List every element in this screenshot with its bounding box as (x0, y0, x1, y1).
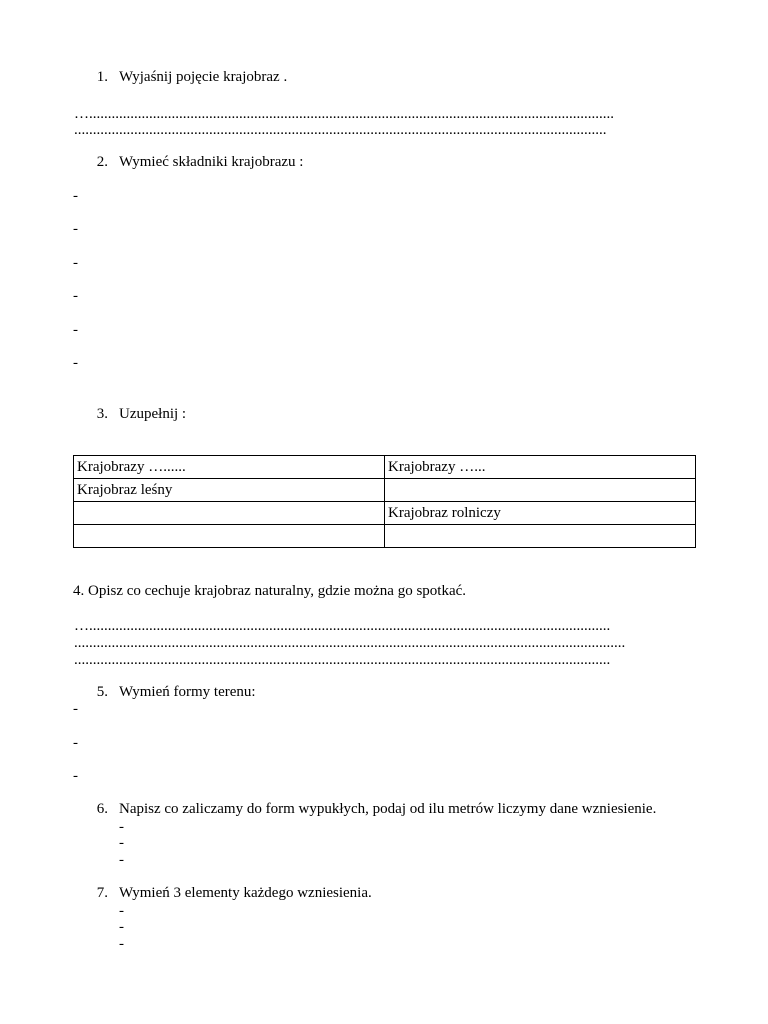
dash-item: - (73, 221, 78, 237)
question-5-text: Wymień formy terenu: (119, 684, 256, 700)
question-5-number: 5. (96, 684, 108, 700)
dash-item: - (119, 919, 124, 935)
dash-item: - (73, 255, 78, 271)
table-cell: Krajobraz rolniczy (385, 502, 696, 525)
question-7-text: Wymień 3 elementy każdego wzniesienia. (119, 885, 372, 901)
dash-item: - (73, 735, 78, 751)
dash-item: - (119, 835, 124, 851)
question-2-text: Wymieć składniki krajobrazu : (119, 154, 304, 170)
dash-item: - (119, 819, 124, 835)
question-1-text: Wyjaśnij pojęcie krajobraz . (119, 69, 288, 85)
table-cell: Krajobraz leśny (74, 479, 385, 502)
question-3-number: 3. (96, 406, 108, 422)
answer-line-4b: ................................................................................................................................................... (74, 635, 626, 651)
dash-item: - (73, 188, 78, 204)
question-7-number: 7. (96, 885, 108, 901)
answer-line-1b: .............................................................................................................................................. (74, 122, 607, 138)
answer-line-4a: …........................................................................................................................................... (74, 618, 611, 634)
question-6-number: 6. (96, 801, 108, 817)
question-4-text: 4. Opisz co cechuje krajobraz naturalny, gdzie można go spotkać. (73, 583, 467, 599)
answer-line-1a: …............................................................................................................................................ (74, 106, 614, 122)
table-row (74, 456, 696, 479)
table-row (74, 479, 696, 502)
dash-item: - (73, 701, 78, 717)
table-row (74, 502, 696, 525)
question-3-text: Uzupełnij : (119, 406, 187, 422)
table-row (74, 525, 696, 548)
question-2-number: 2. (96, 154, 108, 170)
table-cell: Krajobrazy …...... (74, 456, 385, 479)
dash-item: - (73, 322, 78, 338)
table-cell (74, 502, 385, 525)
landscape-table (73, 455, 696, 548)
answer-line-4c: ............................................................................................................................................... (74, 652, 611, 668)
dash-item: - (73, 288, 78, 304)
dash-item: - (73, 768, 78, 784)
table-cell: Krajobrazy …... (385, 456, 696, 479)
dash-item: - (119, 936, 124, 952)
dash-item: - (119, 852, 124, 868)
dash-item: - (73, 355, 78, 371)
question-1-number: 1. (96, 69, 108, 85)
table-cell (74, 525, 385, 548)
dash-item: - (119, 903, 124, 919)
question-6-text: Napisz co zaliczamy do form wypukłych, podaj od ilu metrów liczymy dane wzniesienie. (119, 801, 657, 817)
table-cell (385, 525, 696, 548)
table-cell (385, 479, 696, 502)
